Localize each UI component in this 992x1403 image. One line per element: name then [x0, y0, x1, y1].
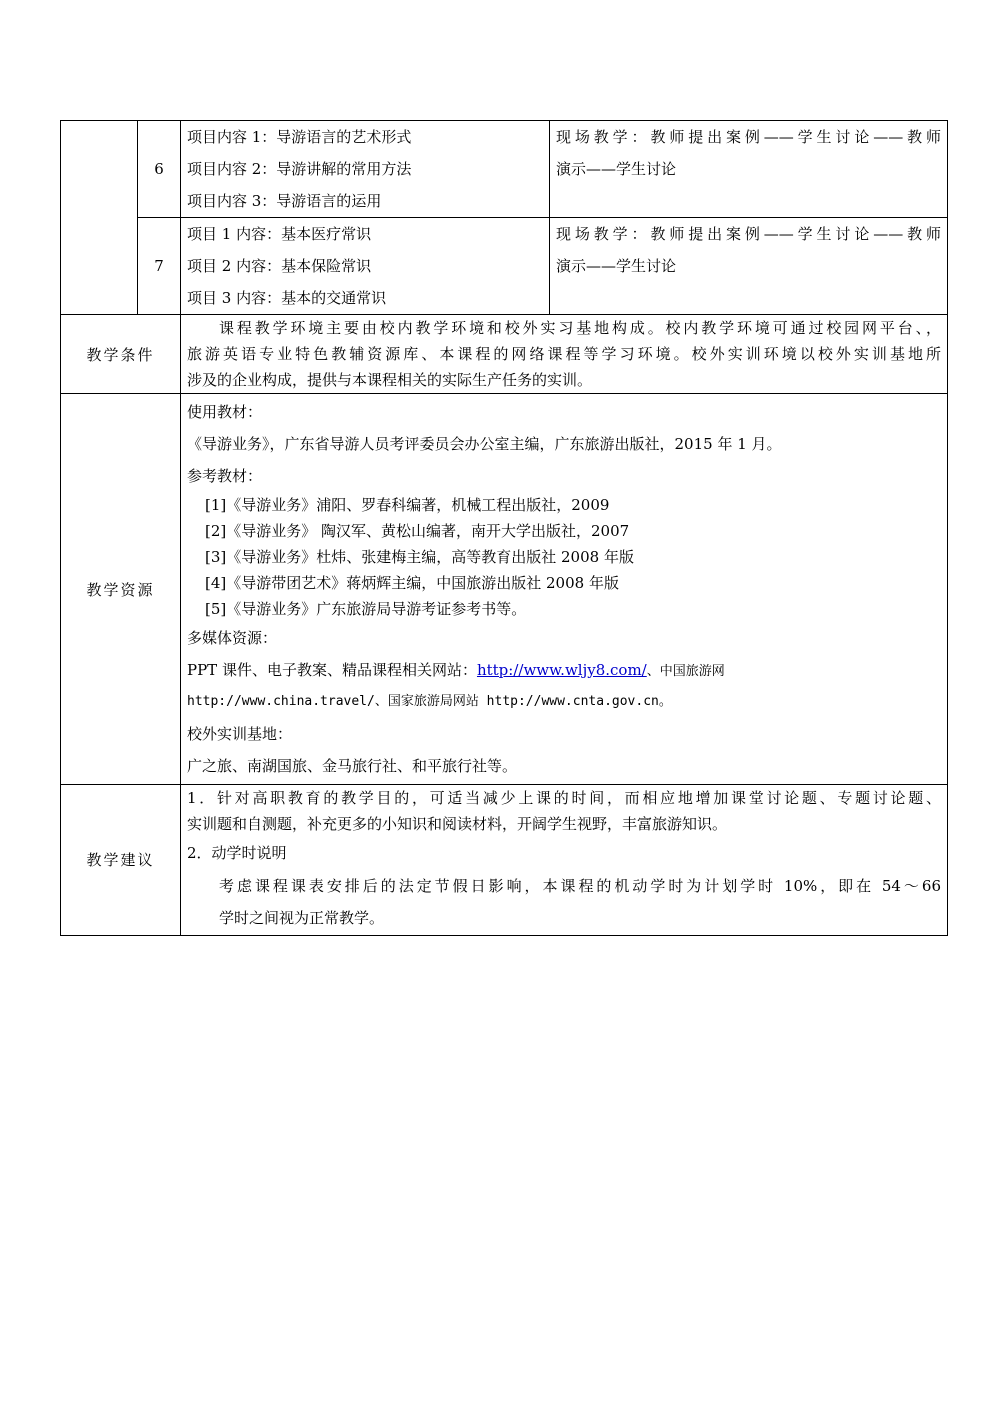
resources-label: 教学资源	[61, 394, 181, 785]
project-item: 项目内容 3：导游语言的运用	[187, 192, 382, 210]
textbook-heading: 使用教材：	[187, 403, 263, 421]
textbook-text: 《导游业务》，广东省导游人员考评委员会办公室主编，广东旅游出版社，2015 年 1 月。	[187, 435, 782, 453]
method-text: 现场教学：教师提出案例——学生讨论——教师	[556, 225, 941, 243]
row-number: 7	[138, 218, 181, 315]
row-number: 6	[138, 121, 181, 218]
media-line-2: http://www.china.travel/、国家旅游局网站 http://www.cnta.gov.cn。	[187, 694, 672, 709]
suggestions-cell	[181, 785, 948, 936]
conditions-text: 涉及的企业构成，提供与本课程相关的实际生产任务的实训。	[187, 371, 593, 389]
syllabus-table	[60, 120, 948, 936]
table-row	[61, 315, 948, 394]
media-heading: 多媒体资源：	[187, 629, 278, 647]
project-items-cell	[181, 121, 550, 218]
suggestion-heading: 2．动学时说明	[187, 844, 287, 862]
conditions-label: 教学条件	[61, 315, 181, 394]
media-prefix: PPT 课件、电子教案、精品课程相关网站：	[187, 661, 477, 679]
suggestion-text: 1．针对高职教育的教学目的，可适当减少上课的时间，而相应地增加课堂讨论题、专题讨论题、	[187, 789, 941, 807]
suggestion-text: 学时之间视为正常教学。	[219, 909, 385, 927]
conditions-cell	[181, 315, 948, 394]
base-heading: 校外实训基地：	[187, 725, 293, 743]
teaching-method-cell	[550, 121, 948, 218]
media-suffix: 、中国旅游网	[646, 664, 725, 679]
table-row	[61, 394, 948, 785]
conditions-text: 课程教学环境主要由校内教学环境和校外实习基地构成。校内教学环境可通过校园网平台、，	[219, 319, 941, 337]
reference-item: [5]《导游业务》广东旅游局导游考证参考书等。	[205, 600, 527, 618]
base-text: 广之旅、南湖国旅、金马旅行社、和平旅行社等。	[187, 757, 518, 775]
project-item: 项目 3 内容：基本的交通常识	[187, 289, 387, 307]
table-row	[61, 218, 948, 315]
reference-item: [2]《导游业务》 陶汉军、黄松山编著，南开大学出版社，2007	[205, 522, 630, 540]
media-line	[187, 654, 941, 686]
method-text: 现场教学：教师提出案例——学生讨论——教师	[556, 128, 941, 146]
website-link[interactable]: http://www.wljy8.com/	[476, 661, 647, 679]
project-item: 项目 1 内容：基本医疗常识	[187, 225, 372, 243]
reference-item: [3]《导游业务》杜炜、张建梅主编，高等教育出版社 2008 年版	[205, 548, 634, 566]
table-row	[61, 121, 948, 218]
reference-item: [1]《导游业务》浦阳、罗春科编著，机械工程出版社，2009	[205, 496, 610, 514]
suggestion-text: 实训题和自测题，补充更多的小知识和阅读材料，开阔学生视野，丰富旅游知识。	[187, 815, 728, 833]
reference-item: [4]《导游带团艺术》蒋炳辉主编，中国旅游出版社 2008 年版	[205, 574, 619, 592]
suggestion-text: 考虑课程课表安排后的法定节假日影响，本课程的机动学时为计划学时 10%，即在 54～66	[219, 876, 941, 895]
reference-heading: 参考教材：	[187, 467, 263, 485]
project-item: 项目内容 1：导游语言的艺术形式	[187, 128, 412, 146]
suggestions-label: 教学建议	[61, 785, 181, 936]
teaching-method-cell	[550, 218, 948, 315]
project-item: 项目内容 2：导游讲解的常用方法	[187, 160, 412, 178]
resources-cell	[181, 394, 948, 785]
conditions-text: 旅游英语专业特色教辅资源库、本课程的网络课程等学习环境。校外实训环境以校外实训基地所	[187, 345, 941, 363]
project-items-cell	[181, 218, 550, 315]
method-text: 演示——学生讨论	[556, 160, 677, 178]
empty-cell	[61, 121, 138, 315]
project-item: 项目 2 内容：基本保险常识	[187, 257, 372, 275]
method-text: 演示——学生讨论	[556, 257, 677, 275]
table-row	[61, 785, 948, 936]
